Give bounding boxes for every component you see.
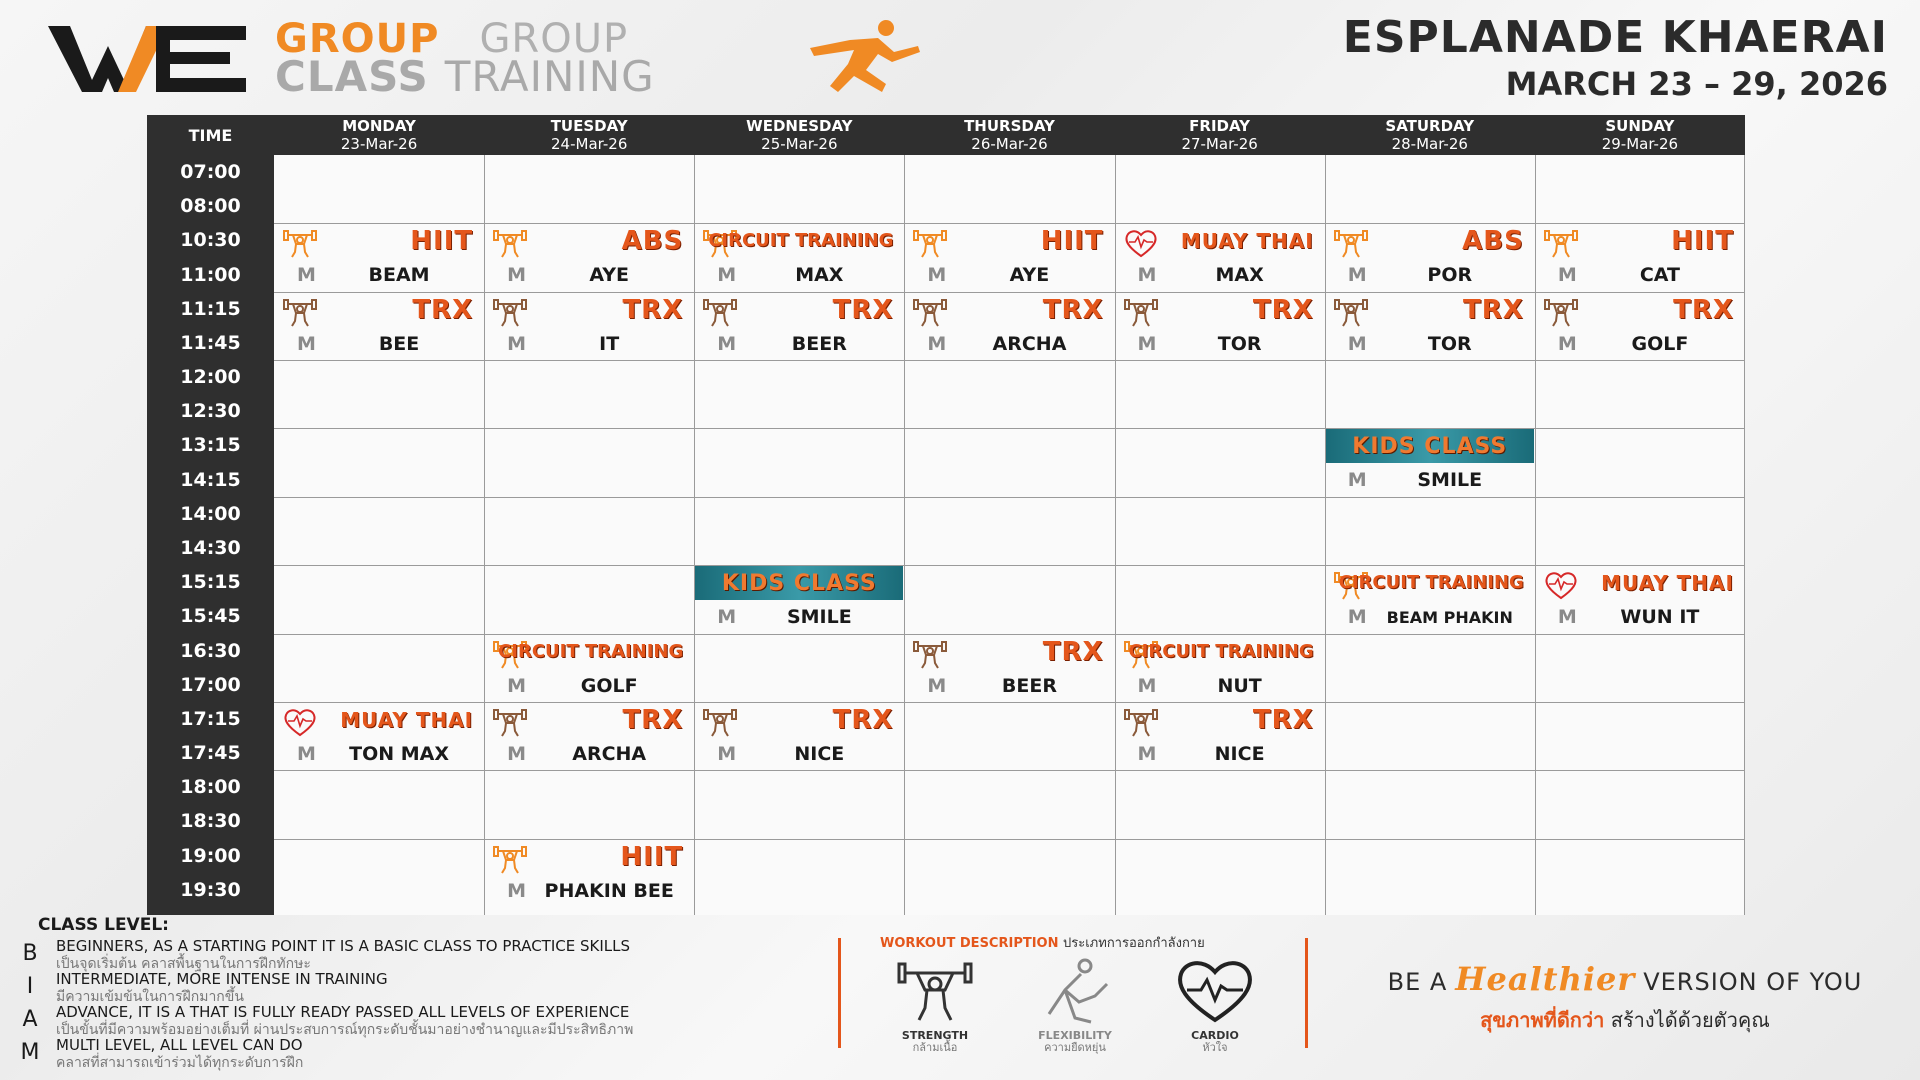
day-date: 26-Mar-26 <box>971 135 1048 153</box>
class-level: M <box>1557 264 1577 287</box>
class-level: M <box>1137 742 1157 765</box>
class-slot[interactable] <box>1116 703 1324 771</box>
time-slot: 18:00 <box>180 776 241 799</box>
day-date: 29-Mar-26 <box>1601 135 1679 153</box>
time-slot: 10:30 <box>180 229 241 252</box>
class-title: KIDS CLASS <box>695 566 903 600</box>
time-slot: 17:45 <box>180 742 241 765</box>
class-coach: NICE <box>1214 742 1265 765</box>
class-coach: SMILE <box>1417 469 1483 492</box>
class-slot[interactable] <box>1326 224 1534 292</box>
class-slot[interactable] <box>905 635 1113 703</box>
workout-strength <box>880 956 990 1056</box>
class-coach: NUT <box>1217 674 1262 697</box>
time-slot: 13:15 <box>180 434 241 457</box>
cardio-icon <box>1544 570 1578 600</box>
day-header-thursday <box>904 115 1114 155</box>
class-coach: AYE <box>589 264 629 287</box>
class-coach: AYE <box>1009 264 1050 287</box>
day-date: 24-Mar-26 <box>551 135 628 153</box>
class-coach: MAX <box>795 264 844 287</box>
trx-icon <box>283 297 317 327</box>
class-title: MUAY THAI <box>340 707 474 732</box>
class-coach: SMILE <box>786 606 852 629</box>
trx-icon <box>913 639 947 669</box>
divider <box>1305 938 1308 1048</box>
level-description: INTERMEDIATE, MORE INTENSE IN TRAINING <box>56 970 388 988</box>
level-letter: M <box>20 1040 40 1065</box>
class-coach: TON MAX <box>349 742 449 765</box>
class-coach: PHAKIN BEE <box>544 879 674 902</box>
slogan-pre: BE A <box>1387 968 1448 996</box>
level-description-th: มีความเข้มข้นในการฝึกมากขึ้น <box>56 989 244 1005</box>
class-title: CIRCUIT TRAINING <box>1338 572 1524 594</box>
class-slot[interactable] <box>695 224 903 292</box>
class-level: M <box>507 332 527 355</box>
time-slot: 19:00 <box>180 844 241 867</box>
class-coach: NICE <box>794 742 845 765</box>
class-slot[interactable] <box>485 224 693 292</box>
class-level: M <box>1137 674 1157 697</box>
time-slot: 17:00 <box>180 673 241 696</box>
class-level: M <box>507 674 527 697</box>
class-slot[interactable] <box>1326 566 1534 634</box>
class-coach: MAX <box>1215 264 1264 287</box>
trx-icon <box>1124 707 1158 737</box>
cardio-icon <box>283 707 317 737</box>
time-slot: 12:00 <box>180 366 241 389</box>
day-name: THURSDAY <box>964 117 1055 135</box>
class-slot[interactable] <box>1326 293 1534 361</box>
time-slot: 07:00 <box>180 161 241 183</box>
day-header-sunday <box>1535 115 1745 155</box>
class-title: TRX <box>1463 294 1524 325</box>
class-slot[interactable] <box>275 293 483 361</box>
workout-description <box>860 932 1320 1062</box>
class-title: CIRCUIT TRAINING <box>708 230 894 252</box>
strength-icon <box>493 844 527 874</box>
class-title: TRX <box>622 704 684 735</box>
day-name: TUESDAY <box>550 117 628 135</box>
strength-icon <box>1334 228 1368 258</box>
day-header-tuesday <box>484 115 694 155</box>
class-slot[interactable] <box>1116 224 1324 292</box>
strength-label: STRENGTH <box>901 1029 969 1042</box>
strength-icon <box>895 956 975 1026</box>
class-slot[interactable] <box>1116 635 1324 703</box>
class-level: M <box>1347 332 1367 355</box>
strength-icon <box>913 228 947 258</box>
time-slot: 17:15 <box>180 707 241 730</box>
class-title: ABS <box>621 226 684 257</box>
time-slot: 19:30 <box>180 878 241 901</box>
day-header-monday <box>274 115 484 155</box>
class-title: TRX <box>832 704 894 735</box>
title-line2: CLASS <box>275 52 429 101</box>
class-title: TRX <box>1673 294 1734 325</box>
class-title: TRX <box>622 294 684 325</box>
time-slot: 14:30 <box>180 536 241 559</box>
cardio-icon <box>1175 956 1255 1026</box>
trx-icon <box>1334 297 1368 327</box>
class-coach: BEER <box>1001 674 1057 697</box>
class-title: TRX <box>1252 294 1314 325</box>
class-coach: TOR <box>1427 332 1472 355</box>
day-header-saturday <box>1325 115 1535 155</box>
level-description: ADVANCE, IT IS A THAT IS FULLY READY PASSED ALL LEVELS OF EXPERIENCE <box>56 1003 630 1021</box>
time-slot: 18:30 <box>180 810 241 833</box>
class-level: M <box>927 332 947 355</box>
cardio-label: CARDIO <box>1191 1029 1239 1042</box>
class-slot[interactable] <box>695 703 903 771</box>
class-level: M <box>297 332 316 355</box>
class-coach: GOLF <box>1631 332 1689 355</box>
strength-icon <box>1544 228 1578 258</box>
class-title: KIDS CLASS <box>1326 429 1534 463</box>
location-block <box>1343 12 1888 103</box>
time-header: TIME <box>188 125 233 145</box>
class-slot[interactable] <box>275 224 483 292</box>
schedule-table <box>147 115 1745 915</box>
class-title: TRX <box>1252 704 1314 735</box>
workout-flexibility <box>1020 956 1130 1056</box>
flexibility-label: FLEXIBILITY <box>1038 1029 1112 1042</box>
class-slot[interactable] <box>1536 566 1744 634</box>
class-coach: BEE <box>378 332 420 355</box>
class-level: M <box>297 264 316 287</box>
class-slot[interactable] <box>485 703 693 771</box>
trx-icon <box>493 707 527 737</box>
class-slot[interactable] <box>485 635 693 703</box>
class-coach: GOLF <box>580 674 638 697</box>
level-description: MULTI LEVEL, ALL LEVEL CAN DO <box>56 1036 303 1054</box>
class-level: M <box>507 742 527 765</box>
time-slot: 15:45 <box>180 605 241 628</box>
class-slot[interactable] <box>275 703 483 771</box>
class-coach: BEAM <box>368 264 430 287</box>
class-slot[interactable] <box>1536 224 1744 292</box>
class-title: MUAY THAI <box>1601 571 1734 596</box>
class-level: M <box>507 879 527 902</box>
class-slot[interactable] <box>695 293 903 361</box>
cardio-label-th: หัวใจ <box>1202 1041 1228 1054</box>
strength-icon <box>493 228 527 258</box>
class-coach: ARCHA <box>572 742 647 765</box>
level-letter: B <box>22 941 38 966</box>
class-slot[interactable] <box>1536 293 1744 361</box>
date-range: MARCH 23 – 29, 2026 <box>1505 65 1888 103</box>
time-slot: 14:15 <box>180 468 241 491</box>
location-name: ESPLANADE KHAERAI <box>1342 12 1888 63</box>
class-level: M <box>1137 264 1157 287</box>
legend-heading: CLASS LEVEL: <box>38 915 169 935</box>
title-line2b: TRAINING <box>444 52 655 101</box>
day-header-friday <box>1115 115 1325 155</box>
class-level: M <box>717 742 737 765</box>
time-slot: 11:45 <box>180 331 241 354</box>
time-slot: 11:00 <box>180 263 241 286</box>
class-title: TRX <box>1042 636 1104 667</box>
class-level: M <box>297 742 316 765</box>
class-level: M <box>1347 606 1367 629</box>
class-level: M <box>1347 264 1367 287</box>
class-level: M <box>927 264 947 287</box>
level-description-th: คลาสที่สามารถเข้าร่วมได้ทุกระดับการฝึก <box>56 1055 304 1071</box>
class-title: HIIT <box>1671 226 1734 257</box>
slogan-th-rest: สร้างได้ด้วยตัวคุณ <box>1610 1008 1770 1032</box>
class-level: M <box>1137 332 1157 355</box>
day-header-wednesday <box>694 115 904 155</box>
time-slot: 15:15 <box>180 571 241 594</box>
class-slot[interactable] <box>905 293 1113 361</box>
slogan <box>1355 960 1895 1036</box>
brand-title <box>275 16 655 101</box>
runner-icon <box>790 18 930 98</box>
cardio-icon <box>1124 228 1158 258</box>
workout-cardio <box>1160 956 1270 1056</box>
class-slot[interactable] <box>1326 429 1534 497</box>
class-title: MUAY THAI <box>1180 229 1314 254</box>
class-coach: TOR <box>1217 332 1262 355</box>
trx-icon <box>703 707 737 737</box>
day-date: 25-Mar-26 <box>761 135 838 153</box>
slogan-th-highlight: สุขภาพที่ดีกว่า <box>1480 1008 1605 1032</box>
flexibility-icon <box>1035 956 1115 1026</box>
level-description-th: เป็นขั้นที่มีความพร้อมอย่างเต็มที่ ผ่านประสบการณ์ทุกระดับชั้นมาอย่างชำนาญและมีประสิทธิภาพ <box>56 1022 634 1038</box>
title-line1b: GROUP <box>479 16 629 62</box>
day-name: SATURDAY <box>1385 117 1475 135</box>
day-date: 28-Mar-26 <box>1391 135 1468 153</box>
class-title: HIIT <box>1040 226 1104 257</box>
grid-line <box>1744 155 1745 915</box>
time-slot: 11:15 <box>180 297 241 320</box>
time-slot: 08:00 <box>180 195 241 218</box>
class-level: M <box>717 264 737 287</box>
flexibility-label-th: ความยืดหยุ่น <box>1044 1041 1106 1054</box>
day-name: MONDAY <box>342 117 416 135</box>
day-date: 23-Mar-26 <box>340 135 418 153</box>
trx-icon <box>703 297 737 327</box>
class-title: HIIT <box>620 841 684 872</box>
class-title: TRX <box>412 294 474 325</box>
trx-icon <box>1124 297 1158 327</box>
day-name: FRIDAY <box>1189 117 1251 135</box>
trx-icon <box>1544 297 1578 327</box>
class-title: TRX <box>1042 294 1104 325</box>
strength-icon <box>283 228 317 258</box>
class-title: HIIT <box>410 226 474 257</box>
class-slot[interactable] <box>905 224 1113 292</box>
class-slot[interactable] <box>485 293 693 361</box>
we-logo <box>48 22 248 94</box>
class-slot[interactable] <box>695 566 903 634</box>
class-level: M <box>717 606 737 629</box>
class-coach: IT <box>599 332 620 355</box>
strength-label-th: กล้ามเนื้อ <box>912 1041 958 1054</box>
trx-icon <box>493 297 527 327</box>
title-line1: GROUP <box>275 16 440 62</box>
slogan-script: Healthier <box>1455 960 1636 998</box>
time-slot: 12:30 <box>180 400 241 423</box>
class-slot[interactable] <box>485 840 693 908</box>
trx-icon <box>913 297 947 327</box>
day-name: WEDNESDAY <box>746 117 853 135</box>
divider <box>838 938 841 1048</box>
class-level: M <box>507 264 527 287</box>
class-title: ABS <box>1462 226 1524 257</box>
class-level: M <box>1347 469 1367 492</box>
class-coach: POR <box>1427 264 1473 287</box>
class-coach: BEAM PHAKIN <box>1386 608 1513 628</box>
level-letter: A <box>22 1007 38 1032</box>
slogan-post: VERSION OF YOU <box>1643 968 1863 996</box>
class-title: TRX <box>832 294 894 325</box>
level-description-th: เป็นจุดเริ่มต้น คลาสพื้นฐานในการฝึกทักษะ <box>56 956 311 972</box>
class-level: M <box>1557 606 1577 629</box>
class-level: M <box>717 332 737 355</box>
class-title: CIRCUIT TRAINING <box>498 640 684 662</box>
level-description: BEGINNERS, AS A STARTING POINT IT IS A BASIC CLASS TO PRACTICE SKILLS <box>56 937 631 955</box>
class-level: M <box>927 674 947 697</box>
class-coach: WUN IT <box>1620 606 1700 629</box>
class-slot[interactable] <box>1116 293 1324 361</box>
level-letter: I <box>26 974 34 999</box>
class-level: M <box>1557 332 1577 355</box>
day-name: SUNDAY <box>1605 117 1675 135</box>
time-slot: 16:30 <box>180 639 241 662</box>
workout-title: WORKOUT DESCRIPTION ประเภทการออกกำลังกาย <box>880 936 1205 951</box>
class-coach: CAT <box>1639 264 1680 287</box>
day-date: 27-Mar-26 <box>1181 135 1258 153</box>
time-slot: 14:00 <box>180 502 241 525</box>
class-title: CIRCUIT TRAINING <box>1128 640 1314 662</box>
class-coach: ARCHA <box>992 332 1067 355</box>
class-coach: BEER <box>791 332 847 355</box>
